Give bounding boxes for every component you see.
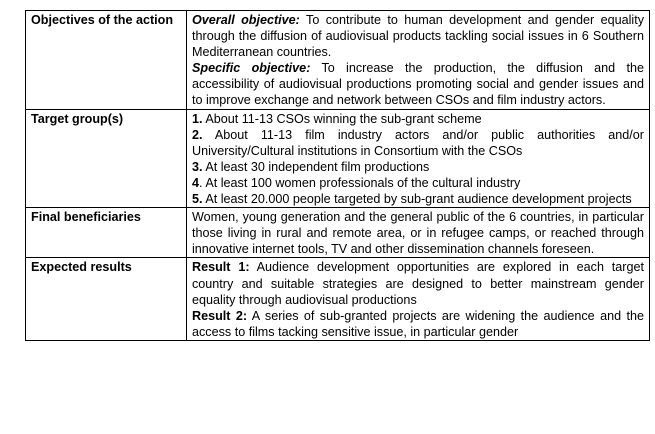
list-item xyxy=(192,175,644,191)
list-item xyxy=(192,111,644,127)
result-paragraph xyxy=(192,308,644,340)
paragraph-text: To increase the production, the diffusion and the accessibility of audiovisual productions promoting social and gender issues and to improve exchange and network between CSOs and film industry actors. xyxy=(192,61,644,108)
item-number: 5. xyxy=(192,192,203,207)
item-number: 1. xyxy=(192,111,203,126)
row-label: Final beneficiaries xyxy=(26,208,187,258)
row-content xyxy=(187,109,650,208)
result-text: Audience development opportunities are explored in each target country and suitable strategies are designed to better mainstream gender equality through audiovisual productions xyxy=(192,260,644,307)
item-text: At least 30 independent film productions xyxy=(202,159,430,174)
row-label: Target group(s) xyxy=(26,109,187,208)
item-number: 2. xyxy=(192,127,203,142)
table-row xyxy=(26,208,650,258)
document-page xyxy=(25,10,650,341)
item-text: About 11-13 film industry actors and/or public authorities and/or University/Cultural institutions in Consortium with the CSOs xyxy=(192,127,644,158)
row-label: Expected results xyxy=(26,258,187,340)
table-row xyxy=(26,109,650,208)
list-item xyxy=(192,127,644,159)
table-row xyxy=(26,258,650,340)
beneficiaries-text: Women, young generation and the general public of the 6 countries, in particular those living in rural and remote area, or in refugee camps, or reached through innovative internet tools, TV and other dissemination channels foreseen. xyxy=(192,210,644,257)
paragraph-lead: Specific objective: xyxy=(192,61,311,76)
objective-paragraph xyxy=(192,12,644,60)
list-item xyxy=(192,191,644,207)
result-paragraph xyxy=(192,259,644,307)
result-lead: Result 1: xyxy=(192,260,250,275)
action-summary-table xyxy=(25,10,650,341)
item-text: . At least 100 women professionals of the cultural industry xyxy=(199,175,521,190)
item-number: 3. xyxy=(192,159,203,174)
list-item xyxy=(192,159,644,175)
table-row xyxy=(26,11,650,110)
item-number: 4 xyxy=(192,175,200,190)
paragraph-lead: Overall objective: xyxy=(192,13,300,27)
item-text: At least 20.000 people targeted by sub-grant audience development projects xyxy=(202,192,632,207)
objective-paragraph xyxy=(192,60,644,108)
row-content xyxy=(187,11,650,110)
row-content xyxy=(187,208,650,258)
result-text: A series of sub-granted projects are widening the audience and the access to films tacking sensitive issue, in particular gender xyxy=(192,308,644,339)
result-lead: Result 2: xyxy=(192,308,248,323)
paragraph-text: To contribute to human development and gender equality through the diffusion of audiovisual products tackling social issues in 6 Southern Mediterranean countries. xyxy=(192,13,644,60)
row-label: Objectives of the action xyxy=(26,11,187,110)
row-content xyxy=(187,258,650,340)
item-text: About 11-13 CSOs winning the sub-grant scheme xyxy=(202,111,482,126)
